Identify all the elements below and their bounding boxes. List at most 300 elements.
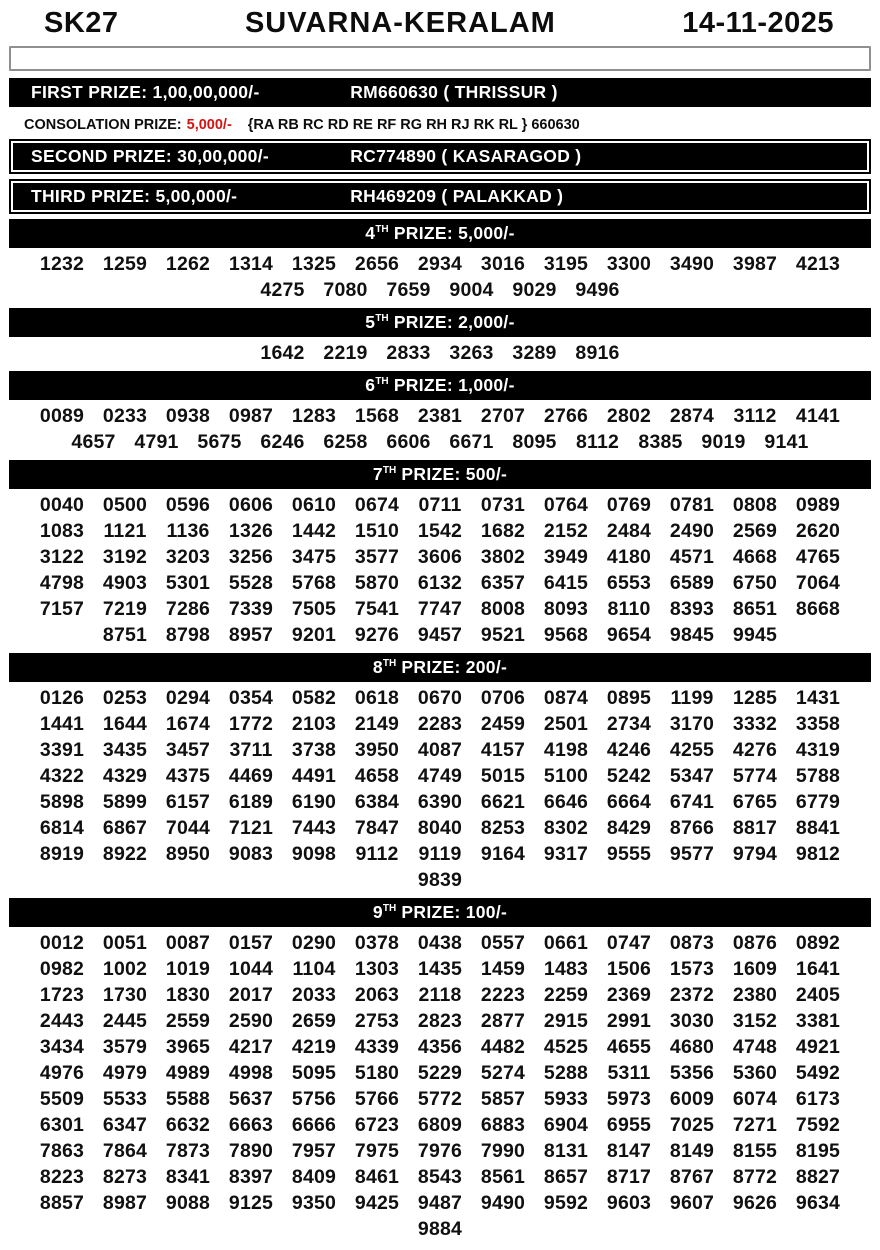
second-prize-bar (9, 139, 871, 174)
prize-number: 2149 (354, 713, 400, 735)
prize-section-6th (0, 371, 880, 458)
prize-number: 0126 (39, 687, 85, 709)
prize-number: 8766 (669, 817, 715, 839)
prize-rank-suffix: TH (375, 376, 389, 388)
prize-numbers (0, 929, 880, 1245)
prize-number: 4246 (606, 739, 652, 761)
prize-number: 3490 (669, 253, 715, 275)
prize-number: 5899 (102, 791, 148, 813)
prize-number: 1104 (292, 958, 336, 980)
prize-number: 3192 (102, 546, 148, 568)
prize-number: 6621 (480, 791, 526, 813)
prize-rank: 5 (365, 312, 376, 332)
prize-number: 1510 (354, 520, 400, 542)
prize-number: 0012 (39, 932, 85, 954)
prize-number: 9496 (575, 279, 620, 301)
prize-number: 0294 (165, 687, 211, 709)
prize-number: 9098 (291, 843, 337, 865)
prize-number: 2501 (543, 713, 589, 735)
prize-number: 4903 (102, 572, 148, 594)
prize-number: 6671 (449, 431, 494, 453)
prize-number: 4748 (732, 1036, 778, 1058)
prize-number: 8341 (165, 1166, 211, 1188)
prize-number: 5356 (669, 1062, 715, 1084)
prize-number: 0876 (732, 932, 778, 954)
consolation-amount: 5,000/- (186, 117, 232, 133)
prize-number: 6347 (102, 1114, 148, 1136)
prize-number: 3332 (732, 713, 778, 735)
prize-number: 6765 (732, 791, 778, 813)
prize-rank: 7 (372, 464, 383, 484)
prize-number: 7157 (39, 598, 85, 620)
prize-number: 1642 (260, 342, 305, 364)
prize-number: 9626 (732, 1192, 778, 1214)
prize-number: 3606 (417, 546, 463, 568)
prize-number: 7044 (165, 817, 211, 839)
prize-number: 9603 (606, 1192, 652, 1214)
prize-number: 5492 (795, 1062, 841, 1084)
prize-amount-label: PRIZE: 5,000/- (388, 223, 515, 243)
prize-number: 5766 (354, 1088, 400, 1110)
prize-number: 3711 (229, 739, 273, 761)
prize-number: 8095 (512, 431, 557, 453)
prize-number: 8651 (732, 598, 778, 620)
prize-number: 6258 (323, 431, 368, 453)
prize-number: 5588 (165, 1088, 211, 1110)
prize-number: 8409 (291, 1166, 337, 1188)
prize-number: 5933 (543, 1088, 589, 1110)
prize-number: 1644 (102, 713, 148, 735)
prize-amount-label: PRIZE: 2,000/- (388, 312, 515, 332)
prize-number: 1772 (228, 713, 274, 735)
prize-number: 1730 (102, 984, 148, 1006)
prize-number: 7025 (669, 1114, 715, 1136)
prize-number: 2823 (417, 1010, 463, 1032)
prize-number: 5768 (291, 572, 337, 594)
prize-number: 3256 (228, 546, 274, 568)
prize-number: 0157 (228, 932, 274, 954)
prize-number: 4765 (795, 546, 841, 568)
prize-amount-label: PRIZE: 200/- (396, 657, 508, 677)
prize-number: 2802 (606, 405, 652, 427)
prize-rank: 4 (365, 223, 376, 243)
prize-number: 9845 (669, 624, 715, 646)
prize-number: 5360 (732, 1062, 778, 1084)
prize-number: 0354 (228, 687, 274, 709)
prize-rank-suffix: TH (382, 465, 397, 477)
prize-number: 4319 (795, 739, 841, 761)
ticket-search-box[interactable] (9, 46, 871, 71)
prize-number: 6750 (732, 572, 778, 594)
prize-number: 9884 (417, 1218, 463, 1240)
third-prize-bar (9, 179, 871, 214)
prize-number: 5756 (291, 1088, 337, 1110)
prize-number: 8385 (638, 431, 683, 453)
prize-rank-suffix: TH (375, 313, 389, 325)
prize-number: 8397 (228, 1166, 274, 1188)
prize-number: 1609 (732, 958, 778, 980)
prize-number: 8798 (165, 624, 211, 646)
prize-number: 4198 (543, 739, 589, 761)
prize-number: 3950 (354, 739, 400, 761)
prize-number: 3112 (733, 405, 777, 427)
prize-number: 2372 (669, 984, 715, 1006)
prize-number: 6606 (386, 431, 431, 453)
prize-number: 3263 (449, 342, 494, 364)
prize-number: 6632 (165, 1114, 211, 1136)
prize-rank: 9 (372, 902, 383, 922)
prize-number: 1641 (795, 958, 841, 980)
prize-number: 8149 (669, 1140, 715, 1162)
prize-number: 9555 (606, 843, 652, 865)
prize-number: 8110 (607, 598, 651, 620)
prize-number: 1723 (39, 984, 85, 1006)
prize-number: 1019 (165, 958, 211, 980)
consolation-series: {RA RB RC RD RE RF RG RH RJ RK RL } 660630 (247, 117, 580, 133)
prize-number: 7847 (354, 817, 400, 839)
prize-number: 1285 (732, 687, 778, 709)
prize-number: 5347 (669, 765, 715, 787)
prize-number: 0582 (291, 687, 337, 709)
prize-number: 9794 (732, 843, 778, 865)
prize-number: 0596 (165, 494, 211, 516)
prize-section-8th (0, 653, 880, 896)
prize-amount-label: PRIZE: 100/- (396, 902, 508, 922)
prize-number: 4157 (480, 739, 526, 761)
prize-number: 6246 (260, 431, 305, 453)
prize-number: 3457 (165, 739, 211, 761)
prize-number: 9592 (543, 1192, 589, 1214)
prize-number: 4213 (795, 253, 841, 275)
prize-number: 5533 (102, 1088, 148, 1110)
prize-number: 3152 (732, 1010, 778, 1032)
prize-number: 1283 (291, 405, 337, 427)
prize-number: 1262 (165, 253, 211, 275)
prize-number: 6741 (669, 791, 715, 813)
prize-number: 6390 (417, 791, 463, 813)
prize-number: 8155 (732, 1140, 778, 1162)
prize-number: 2063 (354, 984, 400, 1006)
prize-number: 3170 (669, 713, 715, 735)
prize-number: 2766 (543, 405, 589, 427)
first-prize-bar (9, 78, 871, 107)
prize-number: 3579 (102, 1036, 148, 1058)
prize-number: 1431 (795, 687, 841, 709)
prize-number: 3016 (480, 253, 526, 275)
prize-number: 4668 (732, 546, 778, 568)
third-prize-label: THIRD PRIZE: 5,00,000/- (31, 186, 238, 206)
prize-number: 4087 (417, 739, 463, 761)
prize-number: 3475 (291, 546, 337, 568)
prize-number: 7873 (165, 1140, 211, 1162)
prize-number: 7080 (323, 279, 368, 301)
prize-numbers (0, 684, 880, 896)
prize-number: 5274 (480, 1062, 526, 1084)
prize-number: 0711 (418, 494, 462, 516)
prize-number: 1568 (354, 405, 400, 427)
prize-number: 8827 (795, 1166, 841, 1188)
prize-number: 7286 (165, 598, 211, 620)
prize-number: 8751 (102, 624, 148, 646)
prize-number: 9577 (669, 843, 715, 865)
prize-number: 8223 (39, 1166, 85, 1188)
draw-date: 14-11-2025 (682, 7, 834, 39)
prize-number: 1044 (228, 958, 274, 980)
prize-number: 8657 (543, 1166, 589, 1188)
prize-number: 9112 (355, 843, 399, 865)
lower-prize-sections (0, 219, 880, 1245)
prize-number: 6666 (291, 1114, 337, 1136)
prize-number: 5528 (228, 572, 274, 594)
prize-number: 7890 (228, 1140, 274, 1162)
prize-number: 0618 (354, 687, 400, 709)
prize-number: 4655 (606, 1036, 652, 1058)
prize-number: 0290 (291, 932, 337, 954)
prize-number: 7219 (102, 598, 148, 620)
prize-number: 3434 (39, 1036, 85, 1058)
prize-number: 6173 (795, 1088, 841, 1110)
prize-number: 8393 (669, 598, 715, 620)
prize-number: 2459 (480, 713, 526, 735)
prize-number: 8922 (102, 843, 148, 865)
prize-number: 9350 (291, 1192, 337, 1214)
prize-number: 8131 (543, 1140, 589, 1162)
prize-number: 8950 (165, 843, 211, 865)
prize-number: 9201 (291, 624, 337, 646)
prize-number: 9521 (480, 624, 526, 646)
prize-number: 5973 (606, 1088, 652, 1110)
prize-number: 8919 (39, 843, 85, 865)
prize-number: 2283 (417, 713, 463, 735)
prize-number: 4255 (669, 739, 715, 761)
prize-number: 4976 (39, 1062, 85, 1084)
prize-number: 0781 (669, 494, 715, 516)
prize-number: 6589 (669, 572, 715, 594)
prize-number: 2656 (354, 253, 400, 275)
prize-number: 0764 (543, 494, 589, 516)
prize-number: 8767 (669, 1166, 715, 1188)
prize-number: 2569 (732, 520, 778, 542)
prize-number: 0873 (669, 932, 715, 954)
prize-number: 4375 (165, 765, 211, 787)
consolation-label: CONSOLATION PRIZE: (24, 117, 182, 133)
prize-number: 1259 (102, 253, 148, 275)
prize-number: 6301 (39, 1114, 85, 1136)
prize-number: 2659 (291, 1010, 337, 1032)
prize-number: 9487 (417, 1192, 463, 1214)
prize-number: 0087 (165, 932, 211, 954)
prize-number: 0253 (102, 687, 148, 709)
prize-number: 5180 (354, 1062, 400, 1084)
prize-number: 7864 (102, 1140, 148, 1162)
prize-number: 3289 (512, 342, 557, 364)
prize-number: 7592 (795, 1114, 841, 1136)
prize-number: 5095 (291, 1062, 337, 1084)
prize-number: 0089 (39, 405, 85, 427)
prize-number: 7863 (39, 1140, 85, 1162)
prize-number: 6723 (354, 1114, 400, 1136)
prize-number: 4979 (102, 1062, 148, 1084)
prize-number: 6814 (39, 817, 85, 839)
prize-number: 2369 (606, 984, 652, 1006)
prize-number: 3030 (669, 1010, 715, 1032)
prize-number: 8147 (606, 1140, 652, 1162)
prize-number: 6132 (417, 572, 463, 594)
prize-section-5th (0, 308, 880, 369)
prize-number: 4749 (417, 765, 463, 787)
prize-number: 5857 (480, 1088, 526, 1110)
prize-number: 6664 (606, 791, 652, 813)
prize-number: 0987 (228, 405, 274, 427)
prize-number: 9654 (606, 624, 652, 646)
prize-section-header (9, 898, 871, 927)
prize-number: 0438 (417, 932, 463, 954)
prize-number: 1542 (417, 520, 463, 542)
prize-number: 8429 (606, 817, 652, 839)
prize-number: 6190 (291, 791, 337, 813)
prize-number: 0557 (480, 932, 526, 954)
prize-numbers (0, 491, 880, 651)
prize-section-header (9, 219, 871, 248)
prize-number: 5772 (417, 1088, 463, 1110)
prize-number: 6646 (543, 791, 589, 813)
prize-number: 8008 (480, 598, 526, 620)
prize-section-header (9, 653, 871, 682)
prize-number: 2443 (39, 1010, 85, 1032)
prize-number: 4791 (134, 431, 179, 453)
prize-number: 3195 (543, 253, 589, 275)
prize-number: 4219 (291, 1036, 337, 1058)
header (0, 0, 880, 42)
prize-number: 2590 (228, 1010, 274, 1032)
prize-numbers (0, 402, 880, 458)
prize-number: 2118 (418, 984, 462, 1006)
prize-number: 5288 (543, 1062, 589, 1084)
prize-number: 5242 (606, 765, 652, 787)
prize-number: 2033 (291, 984, 337, 1006)
prize-number: 4217 (228, 1036, 274, 1058)
page-title: SUVARNA-KERALAM (244, 7, 556, 39)
prize-number: 1232 (39, 253, 85, 275)
prize-number: 1830 (165, 984, 211, 1006)
prize-number: 9276 (354, 624, 400, 646)
prize-number: 7659 (386, 279, 431, 301)
prize-number: 0938 (165, 405, 211, 427)
prize-number: 4322 (39, 765, 85, 787)
prize-section-header (9, 308, 871, 337)
prize-number: 6553 (606, 572, 652, 594)
prize-number: 1682 (480, 520, 526, 542)
prize-number: 4180 (606, 546, 652, 568)
prize-number: 6883 (480, 1114, 526, 1136)
prize-number: 2259 (543, 984, 589, 1006)
prize-section-7th (0, 460, 880, 651)
prize-number: 6157 (165, 791, 211, 813)
prize-number: 1573 (669, 958, 715, 980)
prize-number: 5301 (165, 572, 211, 594)
prize-number: 8040 (417, 817, 463, 839)
prize-rank-suffix: TH (382, 658, 397, 670)
prize-number: 2380 (732, 984, 778, 1006)
prize-number: 4141 (795, 405, 841, 427)
prize-number: 3802 (480, 546, 526, 568)
prize-number: 3381 (795, 1010, 841, 1032)
prize-number: 8841 (795, 817, 841, 839)
prize-number: 3577 (354, 546, 400, 568)
prize-number: 0233 (102, 405, 148, 427)
prize-number: 9425 (354, 1192, 400, 1214)
prize-number: 3203 (165, 546, 211, 568)
prize-number: 4329 (102, 765, 148, 787)
prize-number: 2877 (480, 1010, 526, 1032)
prize-number: 5015 (480, 765, 526, 787)
prize-number: 4469 (228, 765, 274, 787)
prize-number: 3965 (165, 1036, 211, 1058)
prize-number: 8461 (354, 1166, 400, 1188)
prize-number: 0706 (480, 687, 526, 709)
prize-number: 7976 (417, 1140, 463, 1162)
prize-number: 2103 (291, 713, 337, 735)
prize-number: 0670 (417, 687, 463, 709)
prize-number: 6074 (732, 1088, 778, 1110)
prize-number: 5898 (39, 791, 85, 813)
prize-section-header (9, 371, 871, 400)
prize-number: 9083 (228, 843, 274, 865)
prize-number: 6809 (417, 1114, 463, 1136)
prize-number: 9568 (543, 624, 589, 646)
prize-number: 1002 (102, 958, 148, 980)
prize-number: 0747 (606, 932, 652, 954)
first-prize-label: FIRST PRIZE: 1,00,00,000/- (31, 82, 260, 102)
prize-number: 0610 (291, 494, 337, 516)
prize-number: 4798 (39, 572, 85, 594)
prize-number: 0731 (480, 494, 526, 516)
prize-number: 1083 (39, 520, 85, 542)
prize-number: 8273 (102, 1166, 148, 1188)
prize-number: 9457 (417, 624, 463, 646)
prize-number: 7339 (228, 598, 274, 620)
prize-number: 9141 (764, 431, 809, 453)
prize-number: 0769 (606, 494, 652, 516)
prize-number: 2017 (228, 984, 274, 1006)
prize-number: 2381 (417, 405, 463, 427)
prize-number: 8916 (575, 342, 620, 364)
prize-section-header (9, 460, 871, 489)
prize-number: 5870 (354, 572, 400, 594)
prize-number: 0051 (102, 932, 148, 954)
prize-number: 9945 (732, 624, 778, 646)
prize-number: 8093 (543, 598, 589, 620)
prize-number: 0606 (228, 494, 274, 516)
first-prize-winner: RM660630 ( THRISSUR ) (350, 82, 558, 102)
prize-number: 4921 (795, 1036, 841, 1058)
prize-number: 0378 (354, 932, 400, 954)
prize-number: 8561 (480, 1166, 526, 1188)
prize-number: 4657 (71, 431, 116, 453)
prize-number: 3987 (732, 253, 778, 275)
prize-number: 8772 (732, 1166, 778, 1188)
prize-number: 3358 (795, 713, 841, 735)
prize-number: 2991 (606, 1010, 652, 1032)
prize-number: 3122 (39, 546, 85, 568)
prize-number: 9839 (417, 869, 463, 891)
prize-number: 1326 (228, 520, 274, 542)
prize-number: 3949 (543, 546, 589, 568)
prize-number: 9607 (669, 1192, 715, 1214)
second-prize-winner: RC774890 ( KASARAGOD ) (350, 146, 582, 166)
prize-number: 8668 (795, 598, 841, 620)
prize-number: 0040 (39, 494, 85, 516)
